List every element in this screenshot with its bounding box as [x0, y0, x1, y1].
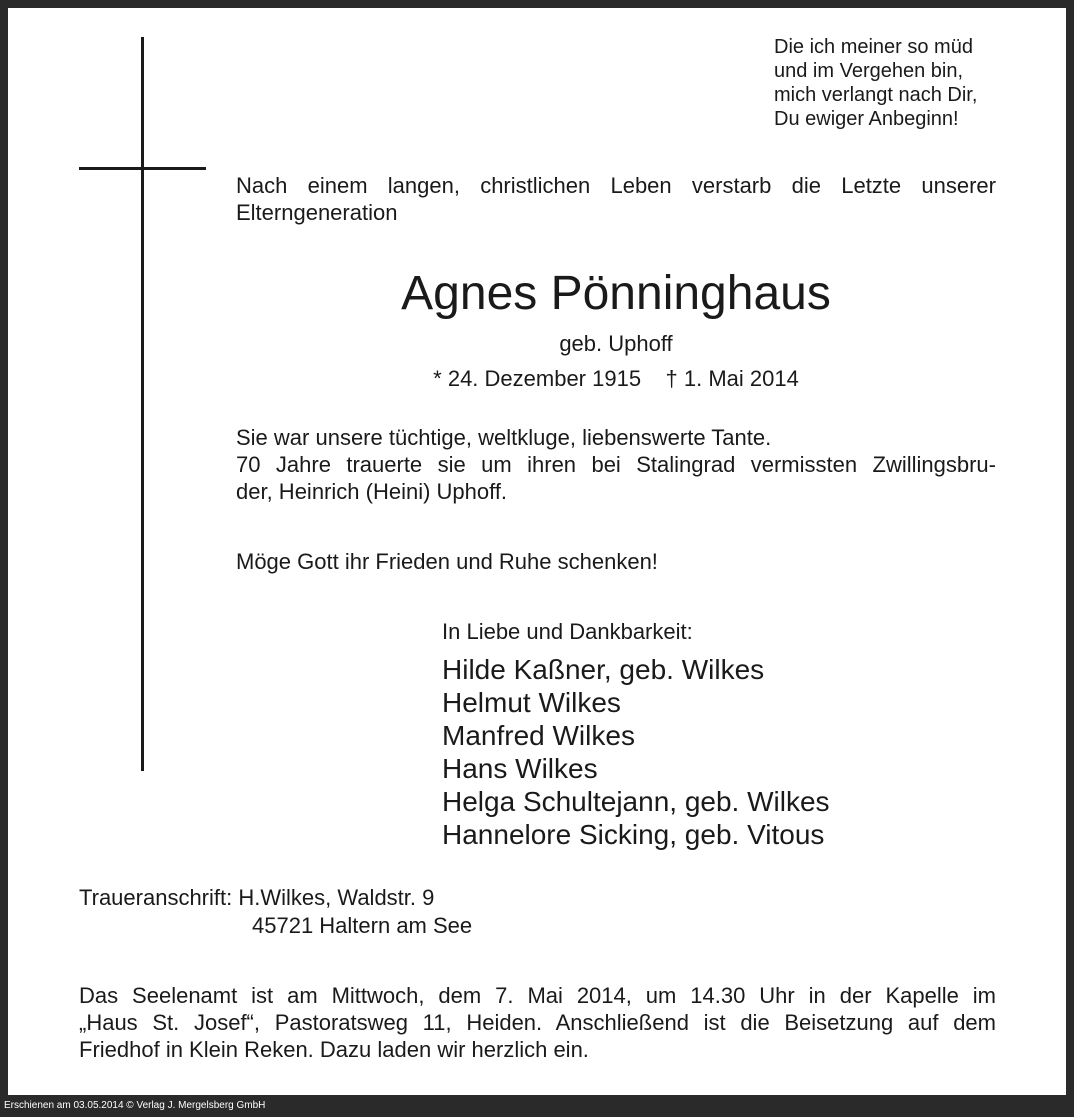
service-line: „Haus St. Josef“, Pastoratsweg 11, Heiden. Anschließend ist die Beisetzung auf dem [79, 1010, 996, 1035]
poem-line: mich verlangt nach Dir, [774, 84, 978, 106]
service-line: Friedhof in Klein Reken. Dazu laden wir herzlich ein. [79, 1037, 589, 1062]
mourner-name: Manfred Wilkes [442, 720, 635, 751]
life-dates [236, 365, 996, 393]
intro-line: Nach einem langen, christlichen Leben verstarb die Letzte unserer [236, 173, 996, 198]
mourning-address [79, 884, 472, 940]
description [236, 424, 996, 505]
publication-footer: Erschienen am 03.05.2014 © Verlag J. Mergelsberg GmbH [4, 1100, 266, 1111]
service-info [79, 982, 996, 1063]
birth-date: * 24. Dezember 1915 [433, 366, 642, 391]
maiden-name: geb. Uphoff [559, 331, 673, 356]
mourner-name: Helmut Wilkes [442, 687, 621, 718]
poem [774, 35, 977, 131]
description-line: der, Heinrich (Heini) Uphoff. [236, 479, 508, 504]
address-label: Traueranschrift: [79, 885, 233, 910]
service-line: Das Seelenamt ist am Mittwoch, dem 7. Mai 2014, um 14.30 Uhr in der Kapelle im [79, 983, 996, 1008]
description-line: Sie war unsere tüchtige, weltkluge, liebenswerte Tante. [236, 425, 772, 450]
description-line: 70 Jahre trauerte sie um ihren bei Stalingrad vermissten Zwillingsbru- [236, 452, 996, 477]
blessing-text: Möge Gott ihr Frieden und Ruhe schenken! [236, 549, 658, 574]
mourner-name: Hannelore Sicking, geb. Vitous [442, 819, 825, 850]
deceased-name: Agnes Pönninghaus [401, 267, 831, 320]
obituary-card [8, 8, 1066, 1095]
mourner-name: Helga Schultejann, geb. Wilkes [442, 786, 830, 817]
intro-line: Elterngeneration [236, 200, 398, 225]
intro-text [236, 172, 996, 226]
mourner-name: Hilde Kaßner, geb. Wilkes [442, 654, 765, 685]
death-date: † 1. Mai 2014 [665, 366, 799, 391]
poem-line: und im Vergehen bin, [774, 60, 964, 82]
poem-line: Die ich meiner so müd [774, 36, 973, 58]
address-street: H.Wilkes, Waldstr. 9 [238, 885, 435, 910]
cross-vertical-bar [141, 37, 144, 771]
address-city: 45721 Haltern am See [252, 913, 473, 938]
cross-horizontal-bar [79, 167, 206, 170]
poem-line: Du ewiger Anbeginn! [774, 108, 959, 130]
mourners-list [442, 653, 830, 851]
mourner-name: Hans Wilkes [442, 753, 598, 784]
thanks-heading: In Liebe und Dankbarkeit: [442, 619, 693, 644]
